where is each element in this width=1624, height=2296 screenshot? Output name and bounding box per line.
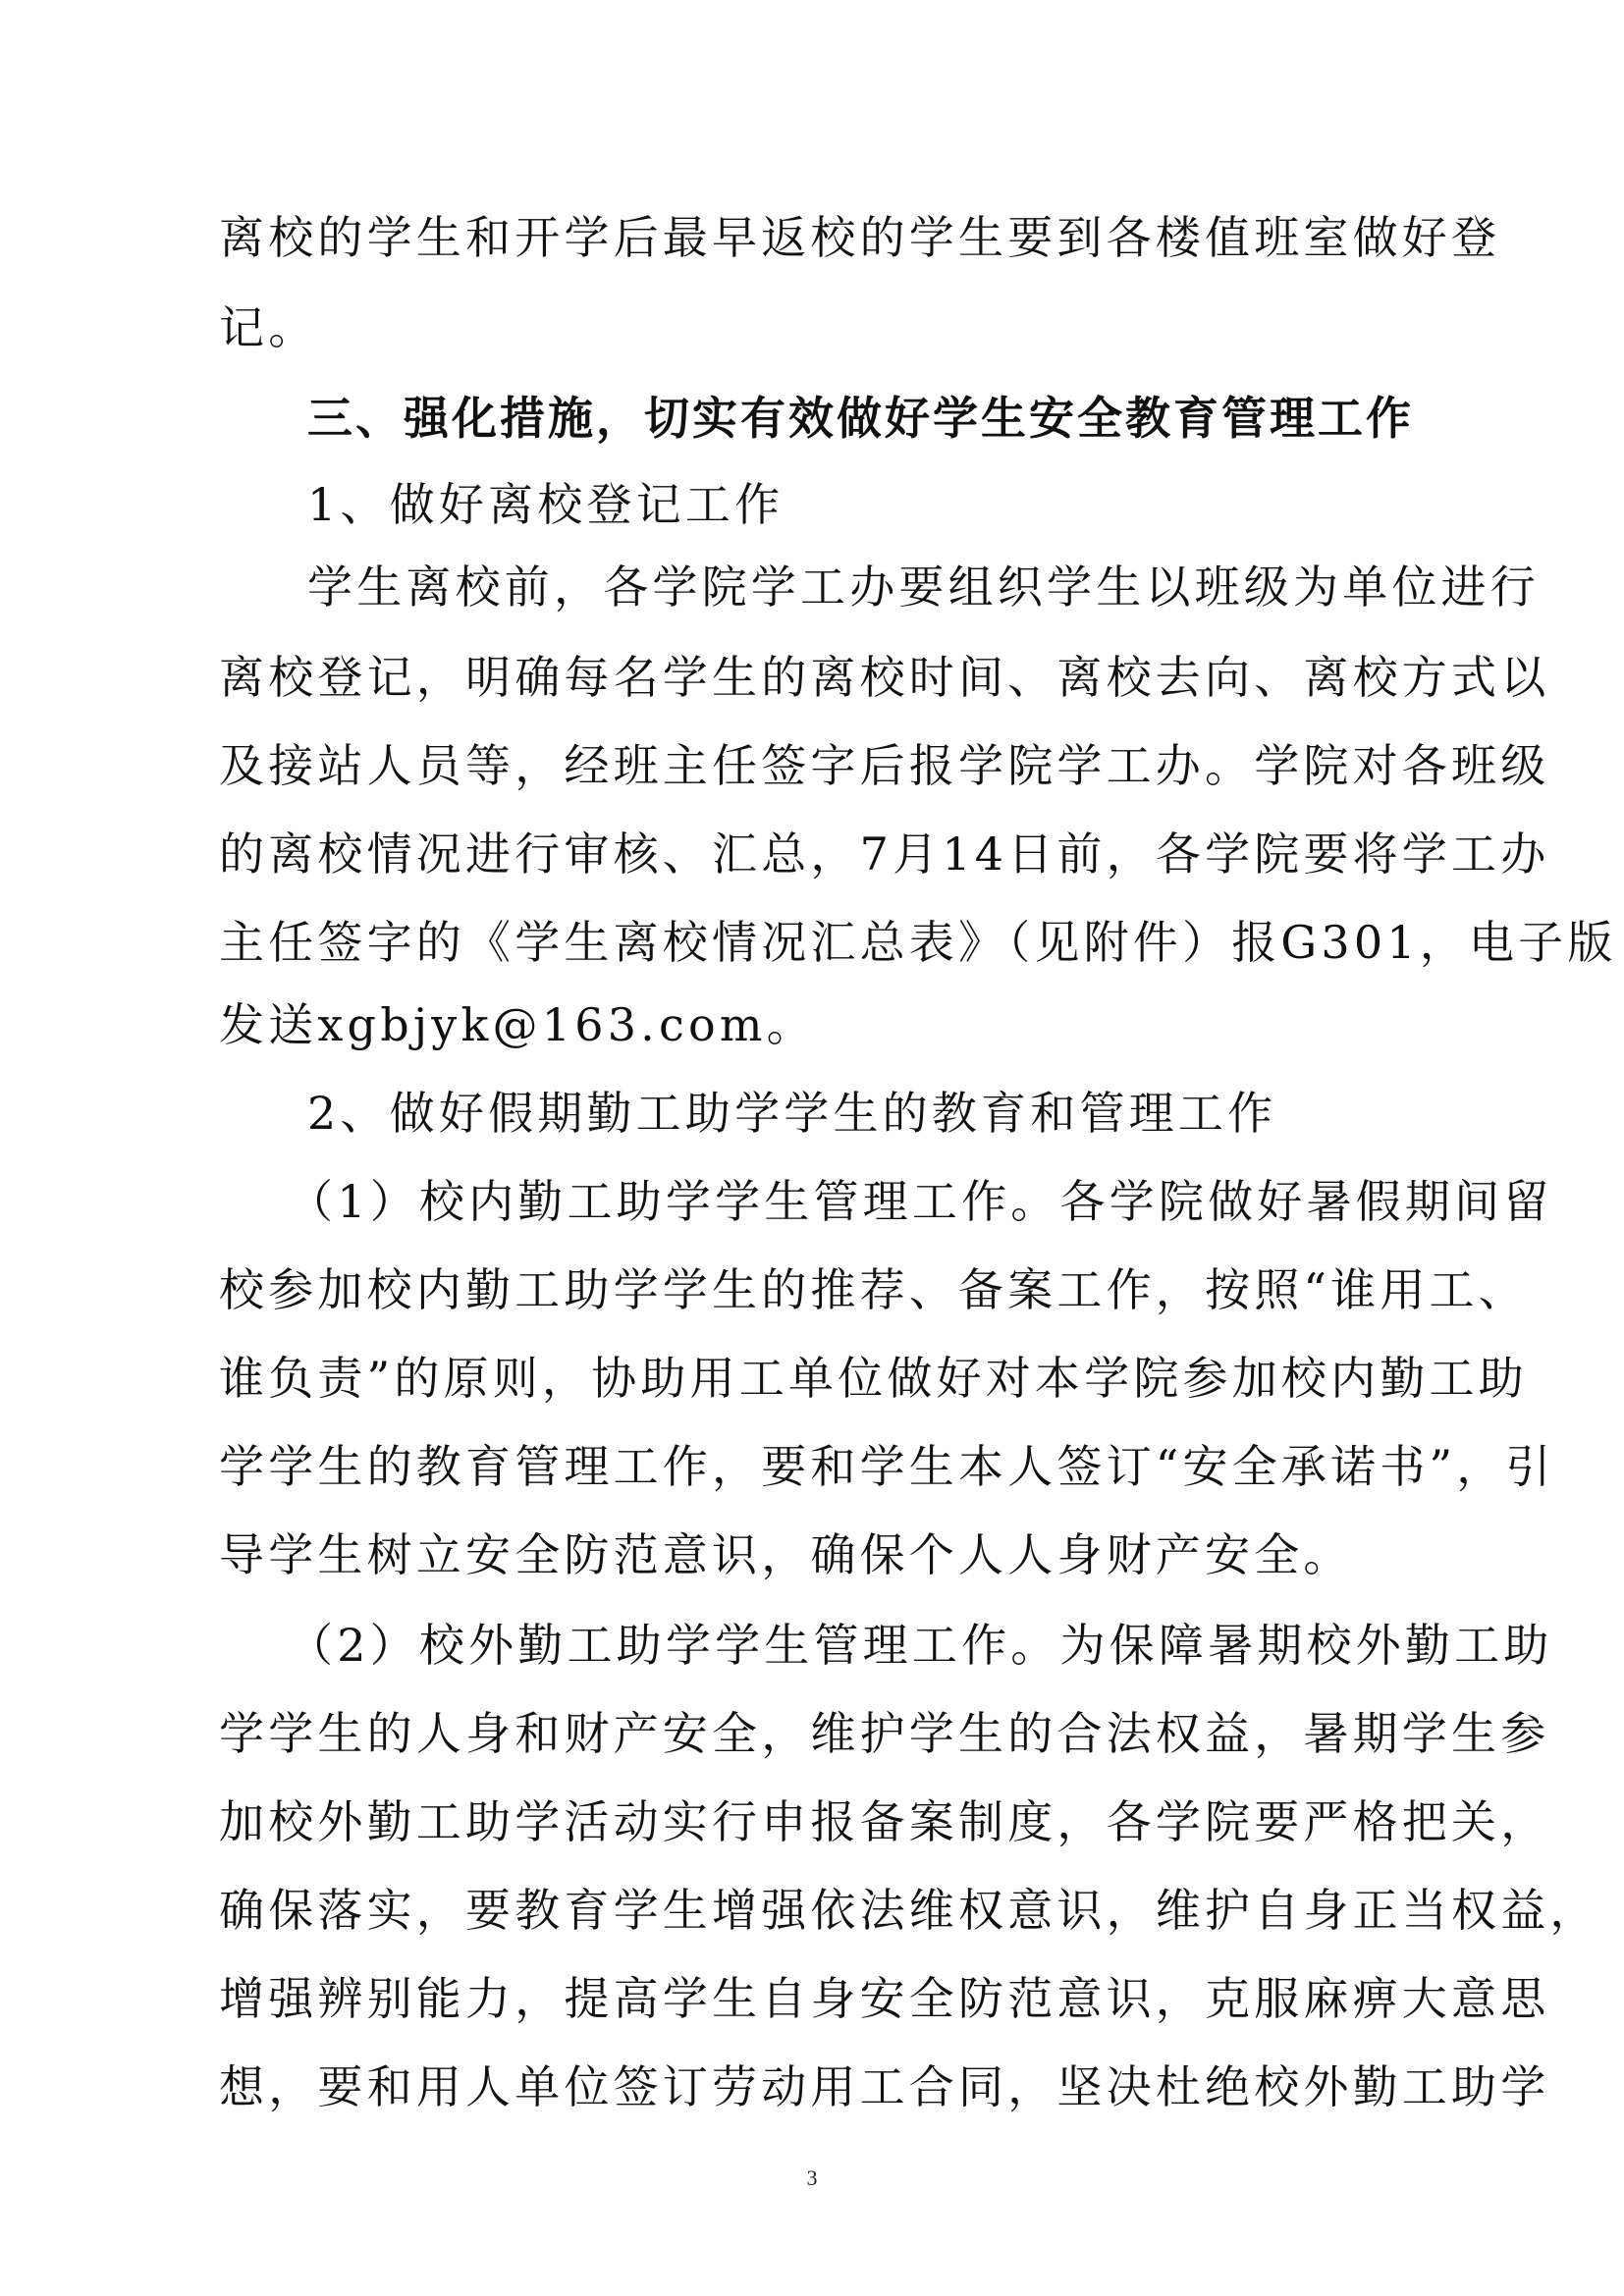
paragraph-line: 导学生树立安全防范意识，确保个人人身财产安全。 bbox=[219, 1528, 1353, 1581]
subsection-heading: 1、做好离校登记工作 bbox=[307, 478, 785, 531]
subsection-heading: 2、做好假期勤工助学学生的教育和管理工作 bbox=[307, 1087, 1277, 1140]
paragraph-line: 学生离校前，各学院学工办要组织学生以班级为单位进行 bbox=[307, 561, 1540, 614]
section-heading: 三、强化措施，切实有效做好学生安全教育管理工作 bbox=[307, 392, 1414, 445]
paragraph-line: 学学生的人身和财产安全，维护学生的合法权益，暑期学生参 bbox=[219, 1707, 1550, 1760]
paragraph-line: 加校外勤工助学活动实行申报备案制度，各学院要严格把关， bbox=[219, 1795, 1550, 1848]
paragraph-line: 确保落实，要教育学生增强依法维权意识，维护自身正当权益， bbox=[219, 1884, 1599, 1937]
paragraph-line: 及接站人员等，经班主任签字后报学院学工办。学院对各班级 bbox=[219, 739, 1550, 792]
paragraph-line: 校参加校内勤工助学学生的推荐、备案工作，按照“谁用工、 bbox=[219, 1263, 1528, 1316]
paragraph-line: 的离校情况进行审核、汇总，7月14日前，各学院要将学工办 bbox=[219, 828, 1550, 881]
paragraph-line: 增强辨别能力，提高学生自身安全防范意识，克服麻痹大意思 bbox=[219, 1972, 1550, 2025]
paragraph-line: （2）校外勤工助学学生管理工作。为保障暑期校外勤工助 bbox=[288, 1619, 1553, 1672]
paragraph-line: （1）校内勤工助学学生管理工作。各学院做好暑假期间留 bbox=[288, 1175, 1553, 1228]
paragraph-line: 发送xgbjyk@163.com。 bbox=[219, 998, 816, 1051]
paragraph-line: 离校的学生和开学后最早返校的学生要到各楼值班室做好登 bbox=[219, 211, 1501, 264]
paragraph-line: 学学生的教育管理工作，要和学生本人签订“安全承诺书”，引 bbox=[219, 1440, 1555, 1493]
paragraph-line: 谁负责”的原则，协助用工单位做好对本学院参加校内勤工助 bbox=[219, 1352, 1528, 1405]
page-number: 3 bbox=[806, 2165, 818, 2190]
paragraph-line: 主任签字的《学生离校情况汇总表》（见附件）报G301，电子版 bbox=[219, 916, 1617, 969]
paragraph-line: 想，要和用人单位签订劳动用工合同，坚决杜绝校外勤工助学 bbox=[219, 2060, 1550, 2113]
paragraph-line: 记。 bbox=[219, 301, 318, 354]
paragraph-line: 离校登记，明确每名学生的离校时间、离校去向、离校方式以 bbox=[219, 651, 1550, 704]
